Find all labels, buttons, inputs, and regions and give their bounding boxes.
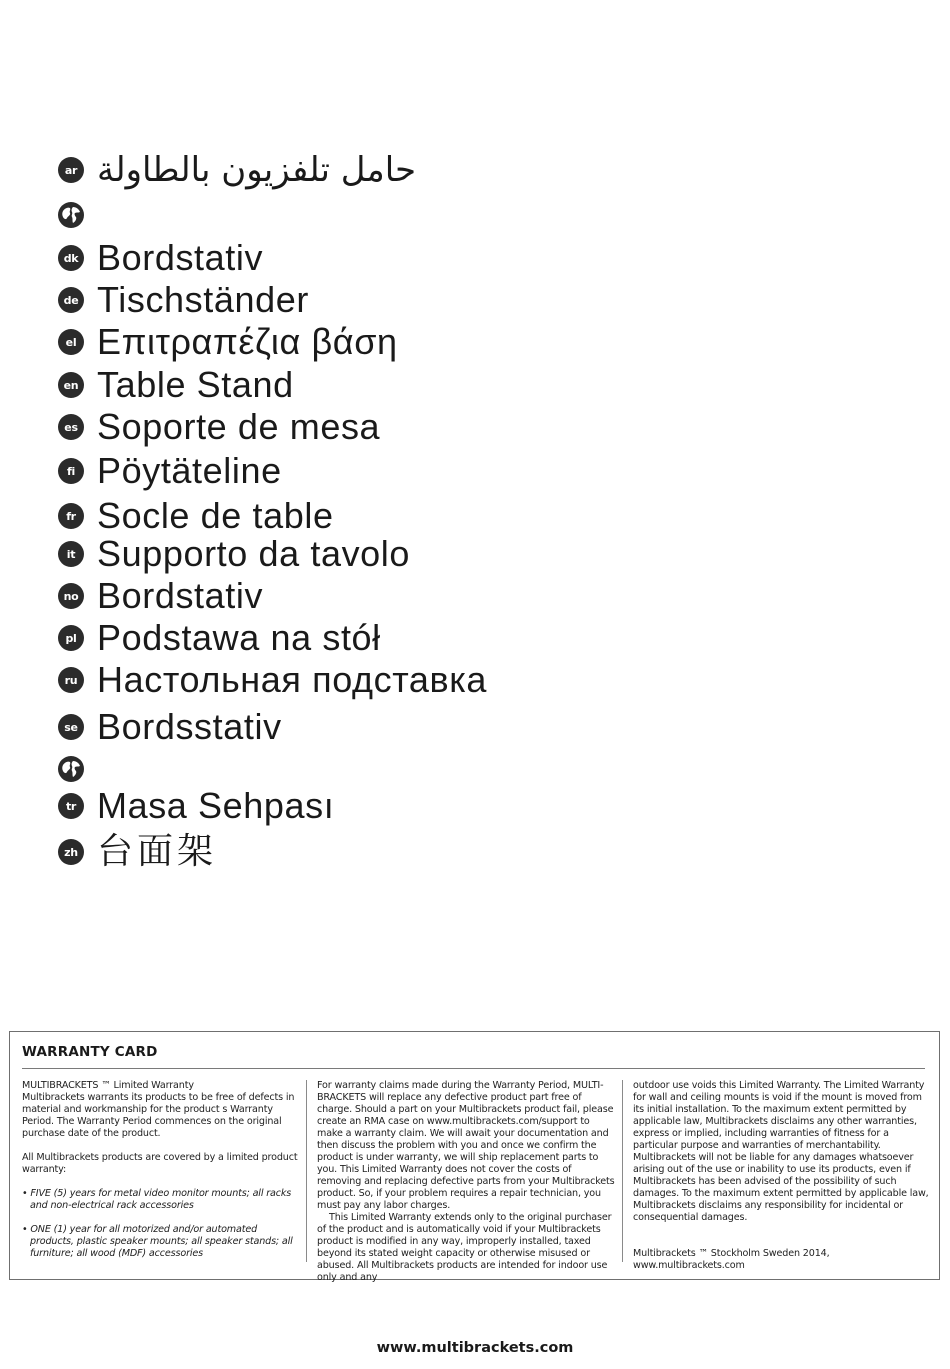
language-row-no — [58, 576, 263, 616]
warranty-coverage: All Multibrackets products are covered by a limited product warranty: — [22, 1152, 298, 1175]
warranty-column-2 — [317, 1080, 617, 1284]
language-code-badge: zh — [58, 839, 84, 865]
language-row-se — [58, 707, 282, 747]
warranty-card — [9, 1031, 940, 1283]
language-code-badge: ru — [58, 667, 84, 693]
language-title: Tischständer — [97, 279, 309, 320]
language-title: Soporte de mesa — [97, 406, 381, 447]
language-row-de — [58, 280, 309, 320]
language-code-badge: el — [58, 329, 84, 355]
warranty-card-title: WARRANTY CARD — [22, 1044, 158, 1060]
language-row-globe — [58, 749, 97, 789]
warranty-bullet-five-years: • FIVE (5) years for metal video monitor mounts; all racks and non-electrical rack accessories — [22, 1188, 292, 1211]
column-divider — [622, 1080, 623, 1262]
warranty-bullet-one-year: • ONE (1) year for all motorized and/or automated products, plastic speaker mounts; all speaker stands; all furniture; all wood (MDF) accessories — [22, 1224, 293, 1259]
warranty-column-3 — [633, 1080, 933, 1272]
language-title: Bordsstativ — [97, 706, 282, 747]
warranty-disclaimer-text: outdoor use voids this Limited Warranty. The Limited Warranty for wall and ceiling mounts is void if the mount is moved from its initial installation. To the maximum extent permitted by applicable law, Multibrackets disclaims any other warranties, express or implied, including warranties of fitness for a particular purpose and warranties of merchantability. Multibrackets will not be liable for any damages whatsoever arising out of the use or inability to use its products, even if Multibrackets has been advised of the possibility of such damages. To the maximum extent permitted by applicable law, Multibrackets disclaims any responsibility for incidental or consequential damages. — [633, 1080, 929, 1223]
globe-icon — [58, 756, 84, 782]
footer-website-link[interactable]: www.multibrackets.com — [376, 1340, 574, 1356]
language-code-badge: fr — [58, 503, 84, 529]
language-row-ru — [58, 660, 487, 700]
language-title: Επιτραπέζια βάση — [97, 321, 398, 362]
language-title: Masa Sehpası — [97, 785, 335, 826]
language-row-es — [58, 407, 380, 447]
language-row-ar — [58, 150, 416, 190]
language-title: 台面架 — [97, 831, 218, 872]
language-title: Bordstativ — [97, 575, 264, 616]
language-code-badge: de — [58, 287, 84, 313]
language-code-badge: en — [58, 372, 84, 398]
language-title: Podstawa na stół — [97, 617, 381, 658]
language-code-badge: tr — [58, 793, 84, 819]
language-row-el — [58, 322, 398, 362]
language-code-badge: se — [58, 714, 84, 740]
warranty-claims-text: For warranty claims made during the Warranty Period, MULTI-BRACKETS will replace any defective product part free of charge. Should a part on your Multibrackets product fail, please create an RMA case on www.multibrackets.com/support to make a warranty claim. We will await your documentation and then discuss the problem with you and once we confirm the product is under warranty, we will ship replacement parts to you. This Limited Warranty does not cover the costs of removing and replacing defective parts from your Multibrackets product. So, if your problem requires a repair technician, you must pay any labor charges. — [317, 1080, 615, 1211]
language-row-it — [58, 534, 410, 574]
company-website: www.multibrackets.com — [633, 1260, 745, 1271]
language-title: Настольная подставка — [97, 659, 488, 700]
language-row-zh — [58, 832, 217, 872]
globe-icon — [58, 202, 84, 228]
language-row-fi — [58, 451, 282, 491]
language-code-badge: it — [58, 541, 84, 567]
warranty-column-1 — [22, 1080, 302, 1260]
warranty-scope-text: This Limited Warranty extends only to the original purchaser of the product and is automatically void if your Multibrackets product is modified in any way, improperly installed, taxed beyond its stated weight capacity or otherwise misused or abused. All Multibrackets products are intended for indoor use only and any — [317, 1212, 612, 1283]
language-title: Table Stand — [97, 364, 294, 405]
company-line: Multibrackets ™ Stockholm Sweden 2014, — [633, 1248, 830, 1259]
warranty-intro: Multibrackets warrants its products to be free of defects in material and workmanship for the product s Warranty Period. The Warranty Period commences on the original purchase date of the product. — [22, 1092, 295, 1139]
language-code-badge: ar — [58, 157, 84, 183]
language-row-fr — [58, 496, 334, 536]
language-title: Supporto da tavolo — [97, 533, 411, 574]
globe-badge — [58, 202, 84, 228]
language-code-badge: dk — [58, 245, 84, 271]
language-row-en — [58, 365, 294, 405]
column-divider — [306, 1080, 307, 1262]
warranty-title-divider — [22, 1068, 925, 1069]
language-row-tr — [58, 786, 334, 826]
language-title: حامل تلفزيون بالطاولة — [97, 150, 417, 190]
language-title: Pöytäteline — [97, 450, 282, 491]
globe-badge — [58, 756, 84, 782]
warranty-heading: MULTIBRACKETS ™ Limited Warranty — [22, 1080, 194, 1091]
language-title: Socle de table — [97, 495, 334, 536]
language-code-badge: es — [58, 414, 84, 440]
language-code-badge: fi — [58, 458, 84, 484]
language-code-badge: pl — [58, 625, 84, 651]
language-code-badge: no — [58, 583, 84, 609]
language-title: Bordstativ — [97, 237, 264, 278]
language-row-pl — [58, 618, 381, 658]
language-row-dk — [58, 238, 263, 278]
language-row-globe — [58, 195, 97, 235]
